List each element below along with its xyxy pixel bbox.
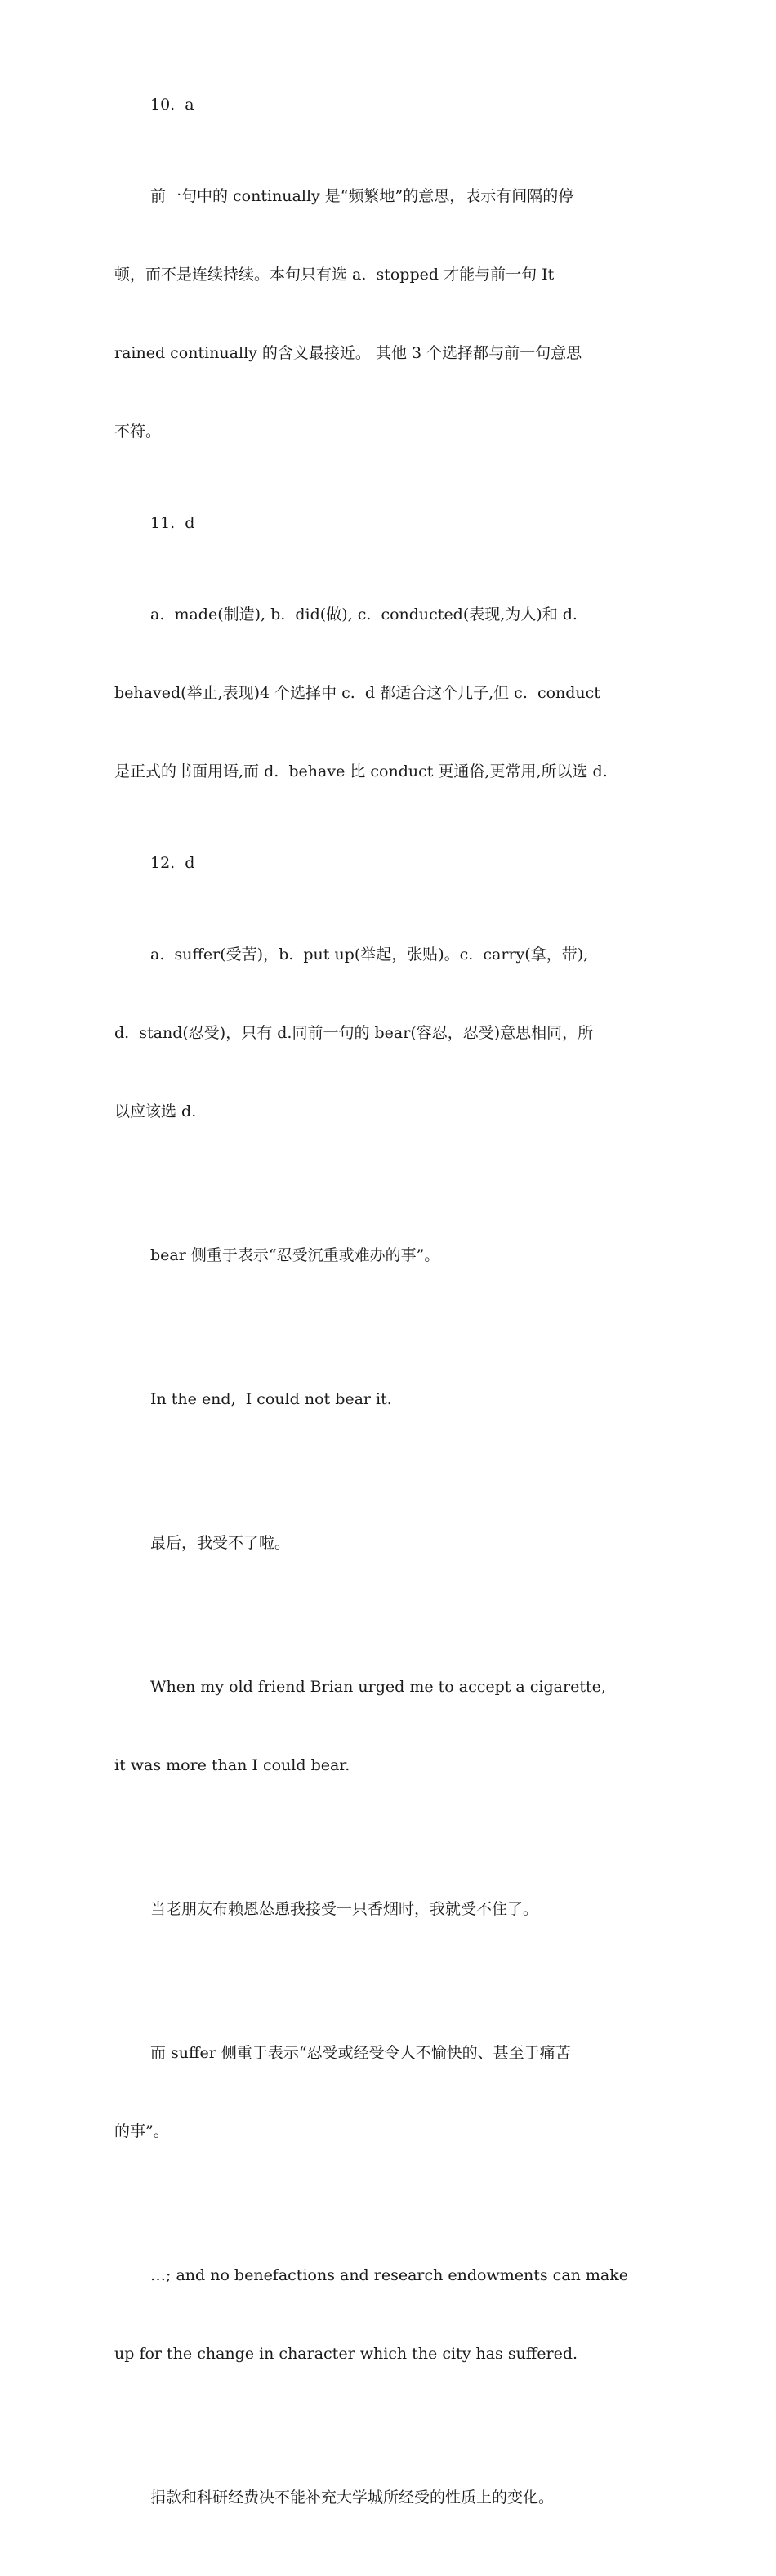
paragraph-line: bear 侧重于表示“忍受沉重或难办的事”。 [150, 1246, 440, 1264]
paragraph-line: 是正式的书面用语,而 d. behave 比 conduct 更通俗,更常用,所以选 d. [114, 763, 608, 780]
example-sentence-chinese [114, 2432, 658, 2563]
paragraph-line: it was more than I could bear. [114, 1756, 350, 1774]
explanation-paragraph [114, 1988, 658, 2197]
paragraph-line: 而 suffer 侧重于表示“忍受或经受令人不愉快的、甚至于痛苦 [150, 2044, 571, 2062]
paragraph-line: In the end, I could not bear it. [150, 1390, 392, 1408]
explanation-paragraph [114, 1190, 658, 1321]
explanation-paragraph [114, 131, 658, 497]
example-sentence-english [114, 1334, 658, 1465]
example-sentence-english [114, 2210, 658, 2419]
explanation-paragraph [114, 889, 658, 1177]
paragraph-line: a. suffer(受苦)，b. put up(举起，张贴)。c. carry(拿，带), [150, 946, 589, 964]
example-sentence-chinese [114, 1844, 658, 1974]
paragraph-line: d. stand(忍受)，只有 d.同前一句的 bear(容忍，忍受)意思相同，所 [114, 1024, 594, 1042]
example-sentence-chinese [114, 1478, 658, 1608]
paragraph-line: 以应该选 d. [114, 1102, 197, 1120]
paragraph-line: 的事”。 [114, 2122, 169, 2140]
paragraph-line: 前一句中的 continually 是“频繁地”的意思，表示有间隔的停 [150, 187, 574, 205]
paragraph-line: 捐款和科研经费决不能补充大学城所经受的性质上的变化。 [150, 2489, 555, 2507]
example-sentence-english [114, 1621, 658, 1831]
paragraph-line: 不符。 [114, 423, 162, 441]
answer-heading-12: 12. d [150, 854, 195, 872]
answer-heading-11: 11. d [150, 514, 195, 532]
paragraph-line: 最后，我受不了啦。 [150, 1534, 291, 1552]
paragraph-line: …; and no benefactions and research endowments can make [150, 2266, 629, 2284]
paragraph-line: rained continually 的含义最接近。 其他 3 个选择都与前一句意思 [114, 344, 582, 362]
paragraph-line: up for the change in character which the city has suffered. [114, 2345, 578, 2363]
paragraph-line: behaved(举止,表现)4 个选择中 c. d 都适合这个几子,但 c. conduct [114, 684, 600, 702]
paragraph-line: 当老朋友布赖恩怂恿我接受一只香烟时，我就受不住了。 [150, 1900, 539, 1918]
answer-heading-10: 10. a [150, 96, 194, 114]
paragraph-line: When my old friend Brian urged me to accept a cigarette, [150, 1678, 606, 1696]
document-page [114, 92, 658, 2576]
paragraph-line: 顿，而不是连续持续。本句只有选 a. stopped 才能与前一句 It [114, 266, 555, 284]
paragraph-line: a. made(制造), b. did(做), c. conducted(表现,为人)和 d. [150, 606, 578, 624]
explanation-paragraph [114, 549, 658, 837]
